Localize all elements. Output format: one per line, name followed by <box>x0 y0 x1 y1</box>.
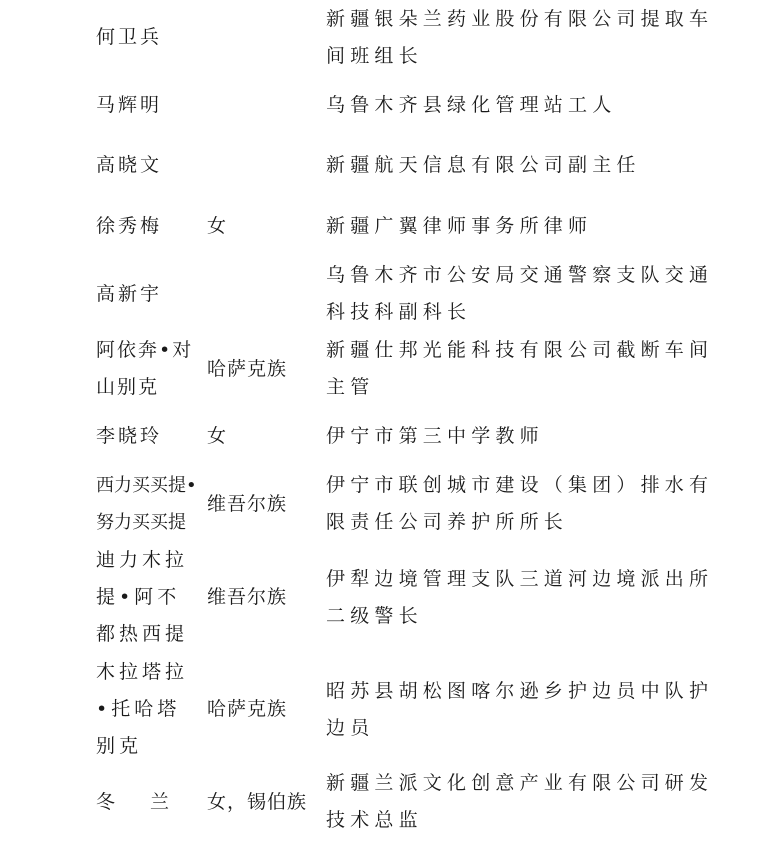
person-attributes: 女，锡伯族 <box>207 791 308 813</box>
person-position: 新疆广翼律师事务所律师 <box>326 215 593 237</box>
person-position: 新疆兰派文化创意产业有限公司研发技术总监 <box>326 772 714 831</box>
person-name: 木拉塔拉•托哈塔别克 <box>96 661 189 757</box>
person-attributes: 维吾尔族 <box>207 493 288 515</box>
person-position: 新疆仕邦光能科技有限公司截断车间主管 <box>326 339 714 398</box>
person-position: 新疆银朵兰药业股份有限公司提取车间班组长 <box>326 8 714 67</box>
person-attributes: 女 <box>207 215 228 237</box>
person-attributes: 哈萨克族 <box>207 358 288 380</box>
person-position: 新疆航天信息有限公司副主任 <box>326 154 641 176</box>
person-name: 何卫兵 <box>96 26 163 48</box>
person-name: 高晓文 <box>96 154 163 176</box>
person-name: 高新宇 <box>96 283 163 305</box>
person-name: 冬 兰 <box>96 791 178 813</box>
person-name: 阿依奔•对山别克 <box>96 339 194 398</box>
person-name: 李晓玲 <box>96 425 163 447</box>
person-name: 徐秀梅 <box>96 215 163 237</box>
person-attributes: 维吾尔族 <box>207 586 288 608</box>
person-position: 伊宁市第三中学教师 <box>326 425 544 447</box>
person-name: 迪力木拉提•阿不都热西提 <box>96 549 189 645</box>
person-position: 伊犁边境管理支队三道河边境派出所二级警长 <box>326 568 714 627</box>
person-position: 昭苏县胡松图喀尔逊乡护边员中队护边员 <box>326 680 714 739</box>
person-position: 乌鲁木齐市公安局交通警察支队交通科技科副科长 <box>326 264 714 323</box>
person-position: 乌鲁木齐县绿化管理站工人 <box>326 94 617 116</box>
person-attributes: 哈萨克族 <box>207 698 288 720</box>
person-name: 西力买买提•努力买买提 <box>96 475 197 533</box>
person-name: 马辉明 <box>96 94 163 116</box>
person-attributes: 女 <box>207 425 228 447</box>
person-position: 伊宁市联创城市建设（集团）排水有限责任公司养护所所长 <box>326 474 714 533</box>
